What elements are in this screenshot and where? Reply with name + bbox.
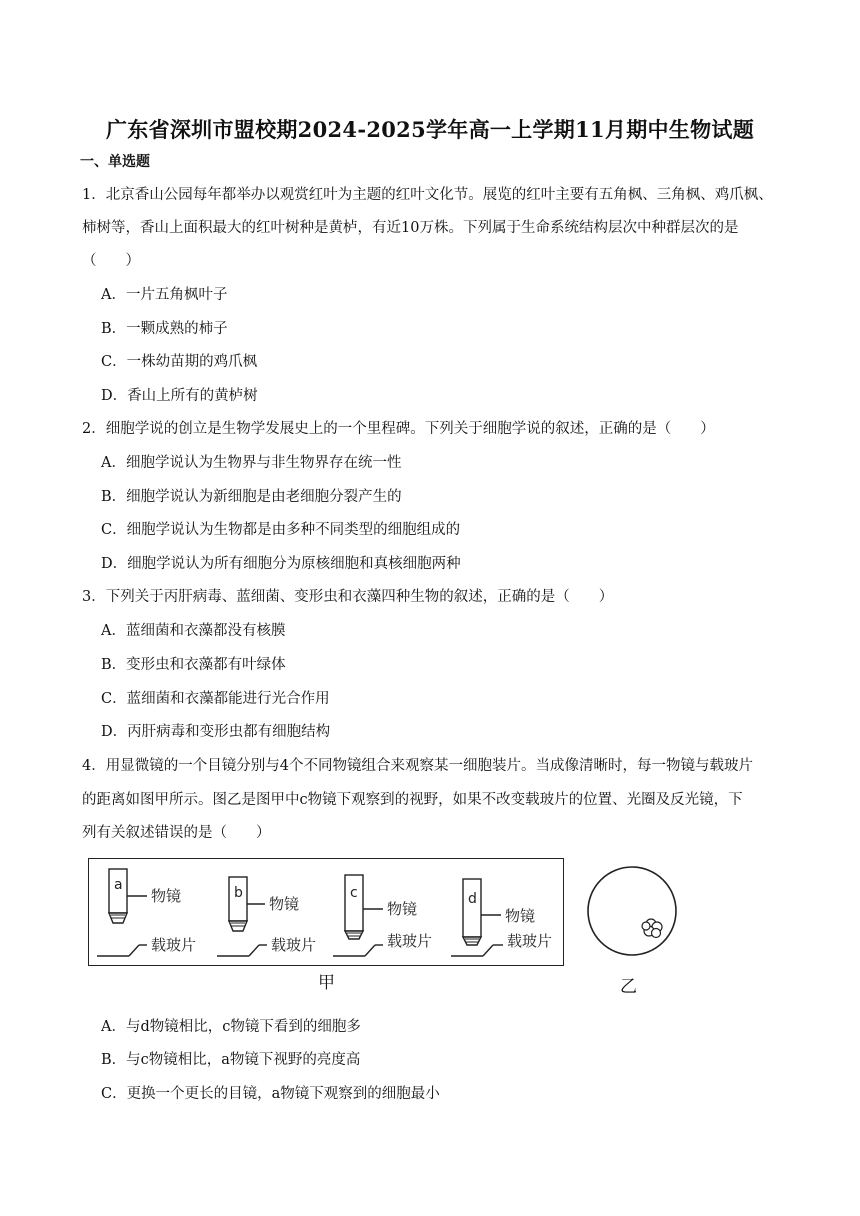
q2-line1: 2．细胞学说的创立是生物学发展史上的一个里程碑。下列关于细胞学说的叙述，正确的是（ ） [82, 421, 715, 437]
q3-line1: 3．下列关于丙肝病毒、蓝细菌、变形虫和衣藻四种生物的叙述，正确的是（ ） [82, 589, 614, 605]
q4-option-b: B．与c物镜相比，a物镜下视野的亮度高 [101, 1052, 361, 1068]
slide-label-b: 载玻片 [271, 936, 317, 954]
cells-cluster [642, 919, 662, 938]
figure-jia [88, 858, 564, 966]
q2-option-a: A．细胞学说认为生物界与非生物界存在统一性 [101, 455, 402, 471]
objective-lenses-diagram [89, 859, 565, 967]
lens-c-label: c [350, 885, 358, 901]
lens-a-label: a [114, 877, 123, 893]
slide-label-c: 载玻片 [387, 932, 433, 950]
objective-lens-d [463, 879, 501, 945]
q3-option-c: C．蓝细菌和衣藻都能进行光合作用 [101, 691, 330, 707]
q3-option-d: D．丙肝病毒和变形虫都有细胞结构 [101, 724, 331, 740]
slide-label-d: 载玻片 [507, 932, 553, 950]
field-of-view-diagram [584, 858, 680, 968]
q2-option-c: C．细胞学说认为生物都是由多种不同类型的细胞组成的 [101, 522, 461, 538]
q1-line1: 1．北京香山公园每年都举办以观赏红叶为主题的红叶文化节。展览的红叶主要有五角枫、三角枫、鸡爪枫、 [82, 187, 773, 203]
q4-line1: 4．用显微镜的一个目镜分别与4个不同物镜组合来观察某一细胞装片。当成像清晰时，每一物镜与载玻片 [82, 758, 753, 774]
q1-line3: （ ） [82, 253, 140, 269]
figure-jia-caption: 甲 [318, 973, 335, 993]
q2-option-d: D．细胞学说认为所有细胞分为原核细胞和真核细胞两种 [101, 556, 461, 572]
q4-line3: 列有关叙述错误的是（ ） [82, 825, 271, 841]
lens-d-label: d [468, 891, 477, 907]
lens-b-label: b [234, 885, 243, 901]
slide-d [451, 945, 503, 956]
page-title: 广东省深圳市盟校期2024-2025学年高一上学期11月期中生物试题 [105, 117, 755, 142]
q1-option-b: B．一颗成熟的柿子 [101, 321, 228, 337]
cell [652, 929, 661, 938]
q3-option-b: B．变形虫和衣藻都有叶绿体 [101, 657, 286, 673]
q4-line2: 的距离如图甲所示。图乙是图甲中c物镜下观察到的视野，如果不改变载玻片的位置、光圈及反光镜，下 [82, 792, 743, 808]
slide-a [97, 945, 147, 956]
section-heading: 一、单选题 [80, 154, 150, 170]
slide-label-a: 载玻片 [151, 936, 197, 954]
q1-line2: 柿树等，香山上面积最大的红叶树种是黄栌，有近10万株。下列属于生命系统结构层次中种群层次的是 [82, 220, 739, 236]
slide-b [217, 945, 267, 956]
objective-label-d: 物镜 [505, 907, 536, 925]
q3-option-a: A．蓝细菌和衣藻都没有核膜 [101, 623, 286, 639]
field-of-view-circle [588, 867, 676, 955]
objective-label-a: 物镜 [151, 887, 182, 905]
q4-option-c: C．更换一个更长的目镜，a物镜下观察到的细胞最小 [101, 1086, 440, 1102]
q4-option-a: A．与d物镜相比，c物镜下看到的细胞多 [101, 1019, 361, 1035]
q1-option-c: C．一株幼苗期的鸡爪枫 [101, 354, 258, 370]
objective-label-c: 物镜 [387, 900, 418, 918]
q1-option-a: A．一片五角枫叶子 [101, 287, 228, 303]
q1-option-d: D．香山上所有的黄栌树 [101, 388, 258, 404]
slide-c [333, 945, 383, 956]
cell [642, 922, 650, 930]
objective-label-b: 物镜 [269, 895, 300, 913]
q2-option-b: B．细胞学说认为新细胞是由老细胞分裂产生的 [101, 489, 402, 505]
figure-yi-caption: 乙 [620, 977, 637, 997]
